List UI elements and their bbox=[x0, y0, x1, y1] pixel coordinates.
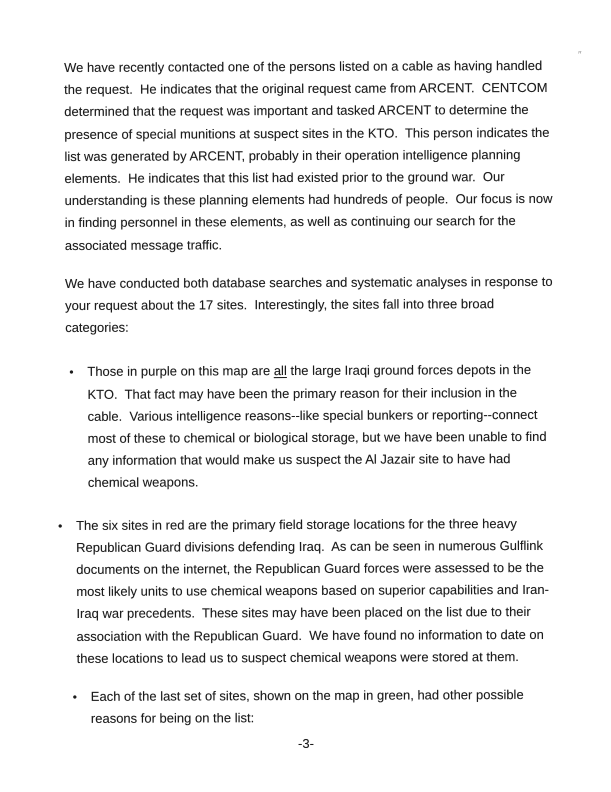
bullet-text-red-sites: The six sites in red are the primary field storage locations for the three heavy Republican Guard divisions defending Iraq. As can be seen in numerous Gulflink documents on the internet, the Republican Guard forces were assessed to be the most likely units to use chemical weapons based on superior capabilities and Iran-Iraq war precedents. These sites may have been placed on the list due to their association with the Republican Guard. We have found no information to date on these locations to lead us to suspect chemical weapons were stored at them. bbox=[76, 515, 549, 666]
bullet-text-segment: the large Iraqi ground forces depots in the KTO. That fact may have been the primary reason for their inclusion in the cable. Various intelligence reasons--like special bunkers or reporting--connect most of these to chemical or biological storage, but we have been unable to find any information that would make us suspect the Al Jazair site to have had chemical weapons. bbox=[87, 362, 551, 491]
bullet-icon: • bbox=[72, 690, 78, 705]
bullet-item-red-sites bbox=[58, 513, 555, 671]
underlined-word: all bbox=[273, 363, 287, 379]
bullet-item-purple-sites bbox=[65, 359, 554, 494]
bullet-text-purple-sites bbox=[87, 359, 554, 494]
bullet-text-green-sites: Each of the last set of sites, shown on the map in green, had other possible reasons for being on the list: bbox=[90, 687, 528, 727]
paragraph-arcent-request: We have recently contacted one of the persons listed on a cable as having handled the request. He indicates that the original request came from ARCENT. CENTCOM determined that the request was important and tasked ARCENT to determine the presence of special munitions at suspect sites in the KTO. This person indicates the list was generated by ARCENT, probably in their operation intelligence planning elements. He indicates that this list had existed prior to the ground war. Our understanding is these planning elements had hundreds of people. Our focus is now in finding personnel in these elements, as well as continuing our search for the associated message traffic. bbox=[64, 57, 557, 253]
bullet-icon: • bbox=[58, 518, 63, 533]
paragraph-database-searches: We have conducted both database searches and systematic analyses in response to your request about the 17 sites. Interestingly, the sites fall into three broad categories: bbox=[64, 273, 557, 336]
page-number: -3- bbox=[298, 736, 314, 751]
document-body bbox=[58, 55, 557, 731]
bullet-text-segment: Those in purple on this map are bbox=[87, 363, 274, 380]
bullet-item-green-sites bbox=[67, 684, 555, 731]
bullet-icon: • bbox=[69, 365, 74, 380]
scan-artifact-mark: ″ bbox=[578, 50, 582, 61]
